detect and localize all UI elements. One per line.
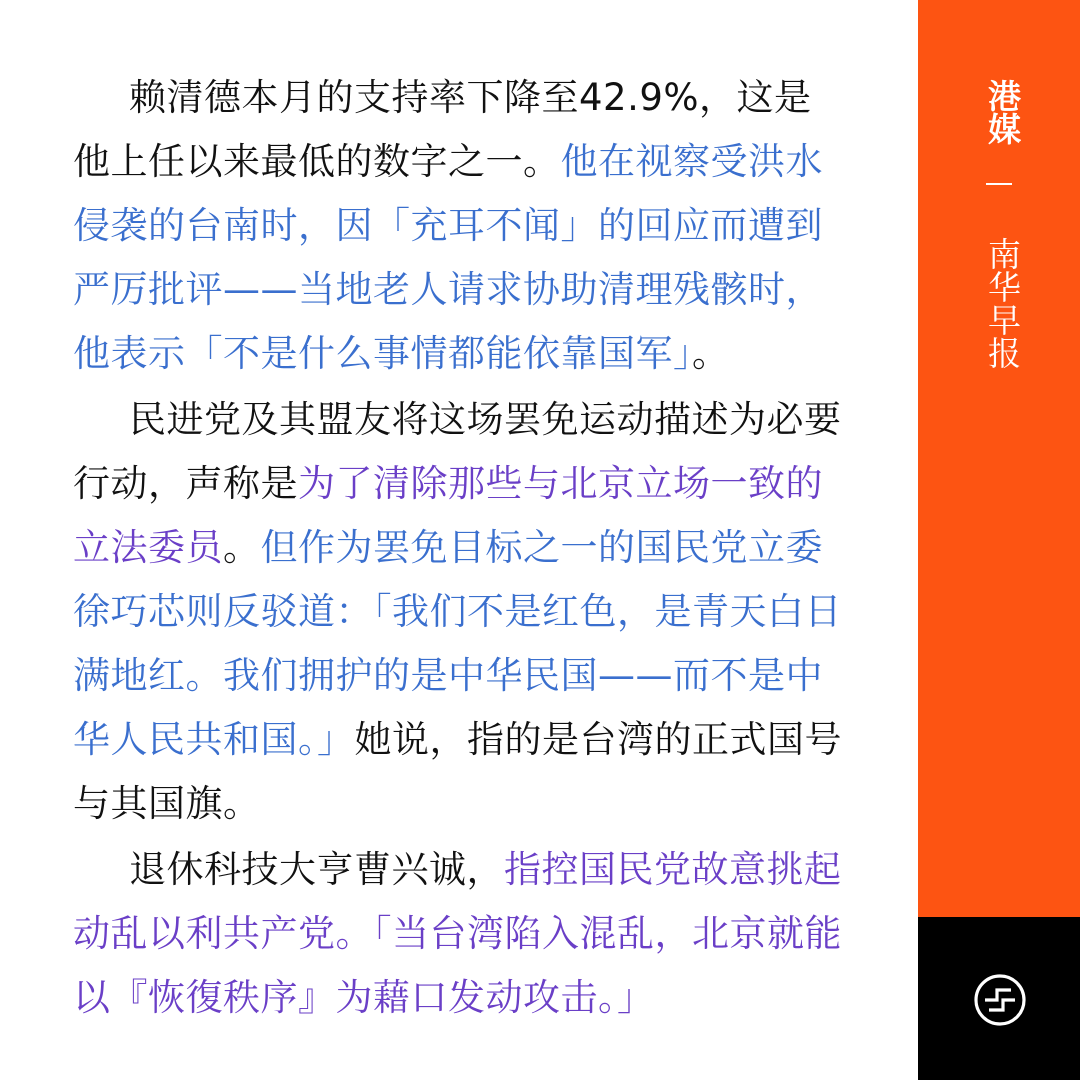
paragraph-1-segment-2: 他在视察受洪水侵袭的台南时，因「充耳不闻」的回应而遭到严厉批评——当地老人请求协助清理残骸时，他表示「不是什么事情都能依靠国军」	[73, 140, 823, 375]
sidebar-divider	[986, 183, 1012, 185]
paragraph-3	[73, 838, 848, 1030]
paragraph-2-segment-3: 。	[223, 526, 261, 569]
paragraph-1-segment-1: 赖清德本月的支持率下降至42.9%，这是他上任以来最低的数字之一。	[73, 76, 812, 183]
paragraph-1	[73, 66, 848, 386]
sidebar-title-bottom: 南华早报	[983, 237, 1022, 369]
article-body	[73, 66, 848, 1032]
paragraph-1-segment-3: 。	[692, 332, 730, 375]
paragraph-2-segment-1: 民进党及其盟友将这场罢免运动描述为必要行动，声称是	[73, 398, 842, 505]
scmp-logo-icon	[973, 973, 1027, 1027]
sidebar-title-top: 港媒	[983, 79, 1022, 145]
paragraph-2-segment-2: 为了清除那些与北京立场一致的立法委员	[73, 462, 823, 569]
paragraph-2	[73, 388, 848, 836]
paragraph-3-segment-1: 退休科技大亨曹兴诚，	[129, 848, 504, 891]
paragraph-2-segment-5: 她说，指的是台湾的正式国号与其国旗。	[73, 718, 842, 825]
paragraph-3-segment-2: 指控国民党故意挑起动乱以利共产党。「当台湾陷入混乱，北京就能以『恢復秩序』为藉口发动攻击。」	[73, 848, 842, 1019]
logo-box	[918, 917, 1080, 1080]
paragraph-2-segment-4: 但作为罢免目标之一的国民党立委徐巧芯则反驳道：「我们不是红色，是青天白日满地红。我们拥护的是中华民国——而不是中华人民共和国。」	[73, 526, 842, 761]
sidebar-banner	[918, 0, 1080, 917]
